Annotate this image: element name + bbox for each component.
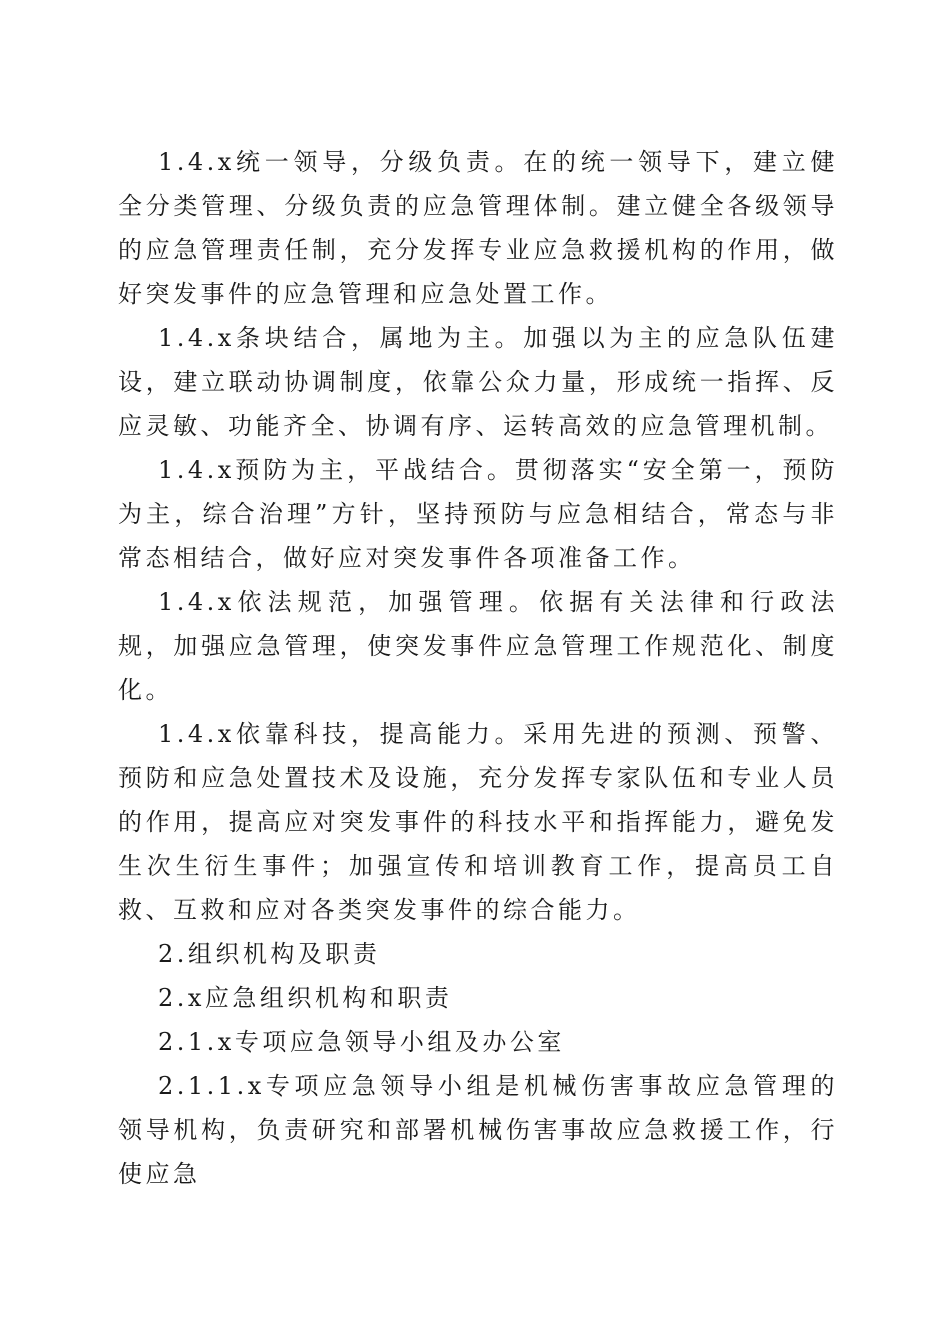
- paragraph-principle-territorial: 1.4.x条块结合，属地为主。加强以为主的应急队伍建设，建立联动协调制度，依靠公众力量，形成统一指挥、反应灵敏、功能齐全、协调有序、运转高效的应急管理机制。: [118, 324, 838, 440]
- paragraph-leading-group-role: 2.1.1.x专项应急领导小组是机械伤害事故应急管理的领导机构，负责研究和部署机械伤害事故应急救援工作，行使应急: [118, 1072, 838, 1188]
- document-body: [118, 140, 838, 1196]
- heading-organization-duties: 2.组织机构及职责: [158, 940, 381, 968]
- heading-leading-group-office: 2.1.x专项应急领导小组及办公室: [158, 1028, 565, 1056]
- paragraph-principle-unified-leadership: 1.4.x统一领导，分级负责。在的统一领导下，建立健全分类管理、分级负责的应急管理体制。建立健全各级领导的应急管理责任制，充分发挥专业应急救援机构的作用，做好突发事件的应急管理和应急处置工作。: [118, 148, 838, 308]
- paragraph-principle-prevention: 1.4.x预防为主，平战结合。贯彻落实“安全第一，预防为主，综合治理”方针，坚持预防与应急相结合，常态与非常态相结合，做好应对突发事件各项准备工作。: [118, 456, 838, 572]
- paragraph-principle-law: 1.4.x依法规范，加强管理。依据有关法律和行政法规，加强应急管理，使突发事件应急管理工作规范化、制度化。: [118, 588, 838, 704]
- paragraph-principle-technology: 1.4.x依靠科技，提高能力。采用先进的预测、预警、预防和应急处置技术及设施，充分发挥专家队伍和专业人员的作用，提高应对突发事件的科技水平和指挥能力，避免发生次生衍生事件；加强宣传和培训教育工作，提高员工自救、互救和应对各类突发事件的综合能力。: [118, 720, 838, 924]
- heading-emergency-organization: 2.x应急组织机构和职责: [158, 984, 453, 1012]
